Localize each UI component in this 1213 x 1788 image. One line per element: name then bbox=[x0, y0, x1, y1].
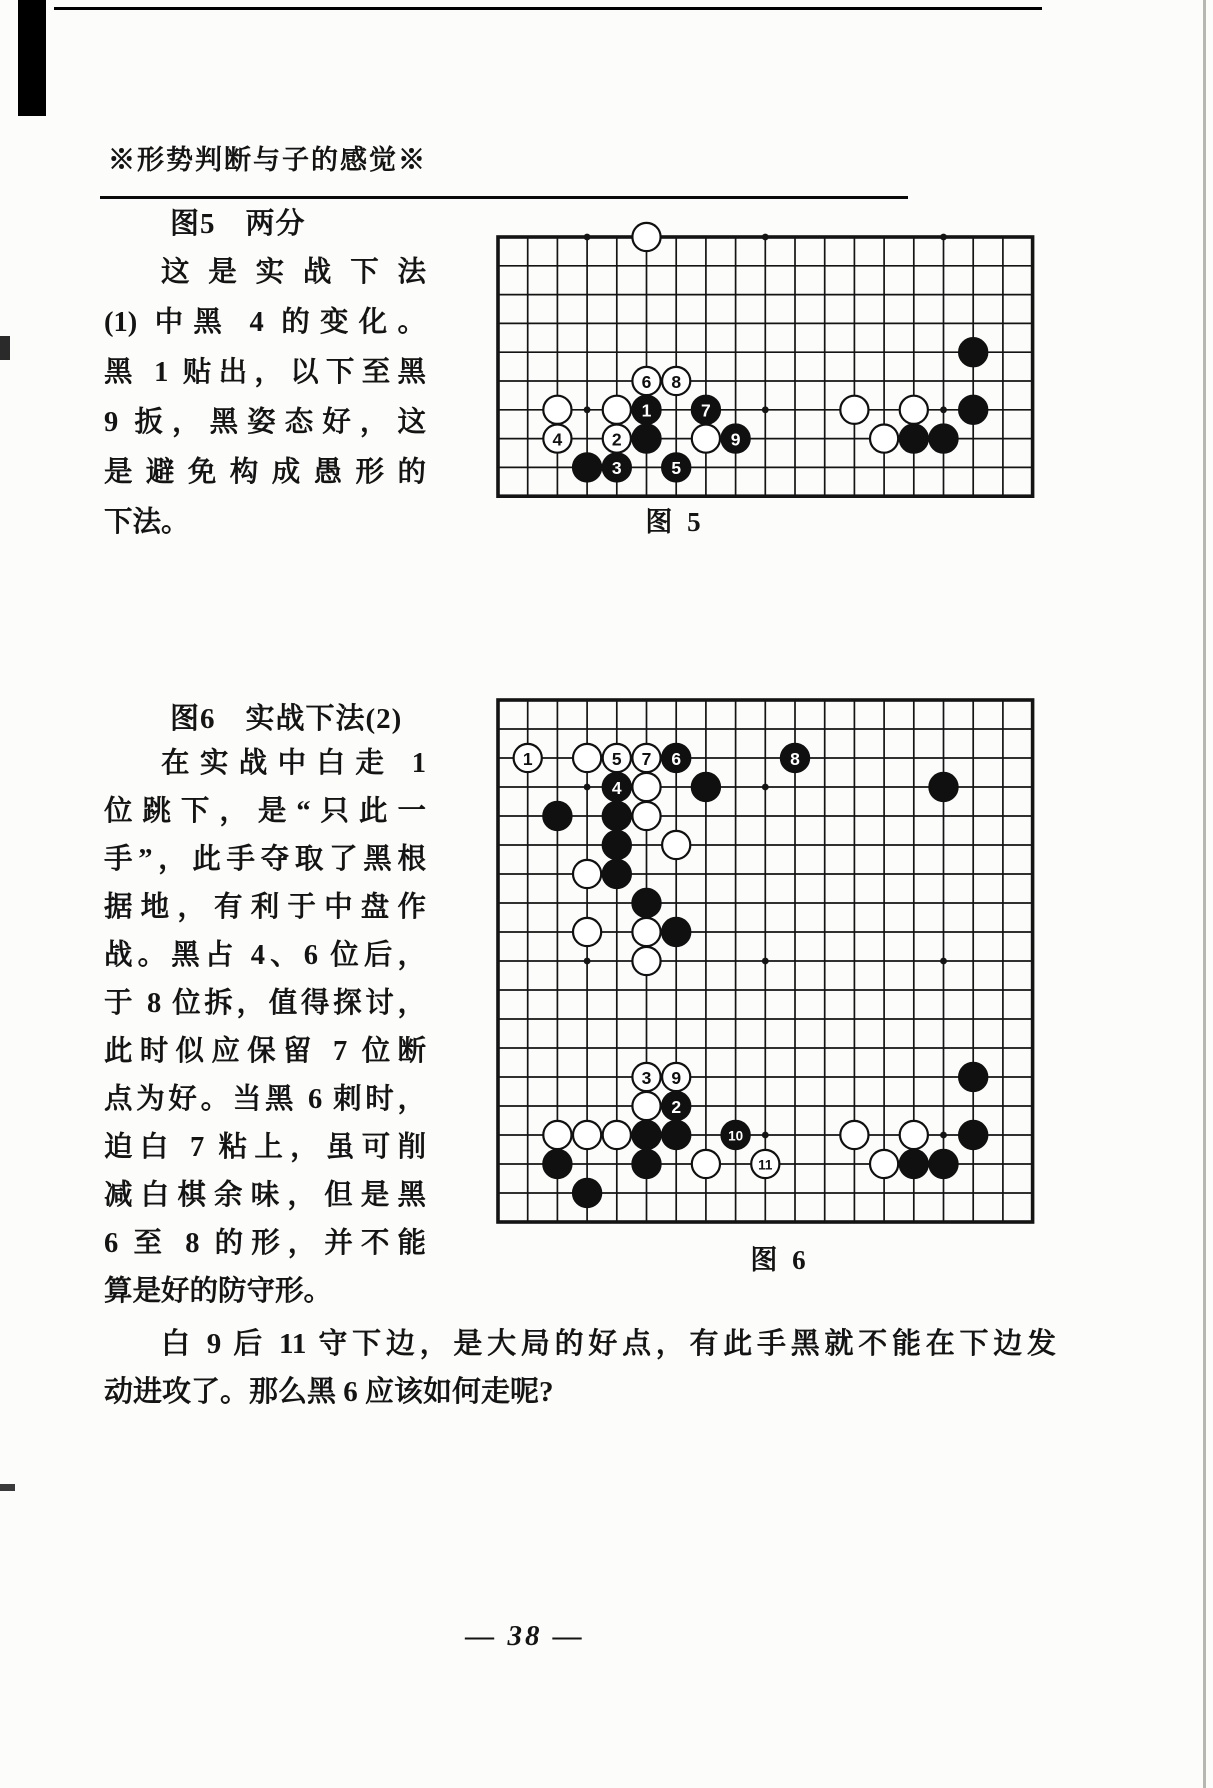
white-stone bbox=[632, 744, 660, 772]
text-line: 动进攻了。那么黑 6 应该如何走呢? bbox=[104, 1376, 554, 1408]
black-stone bbox=[603, 453, 631, 481]
white-stone bbox=[573, 744, 601, 772]
text-line: 在实战中白走 1 bbox=[161, 748, 426, 779]
go-board-figure6 bbox=[482, 684, 1049, 1243]
white-stone bbox=[573, 1121, 601, 1149]
black-stone bbox=[900, 425, 928, 453]
white-stone bbox=[692, 425, 720, 453]
white-stone bbox=[543, 396, 571, 424]
scan-artifact-left-bar bbox=[18, 0, 46, 116]
move-number: 8 bbox=[790, 748, 800, 769]
black-stone bbox=[603, 802, 631, 830]
text-line: 下法。 bbox=[104, 507, 190, 538]
white-stone bbox=[573, 860, 601, 888]
black-stone bbox=[662, 1092, 690, 1120]
white-stone bbox=[543, 425, 571, 453]
black-stone bbox=[662, 453, 690, 481]
black-stone bbox=[722, 1121, 750, 1149]
black-stone bbox=[603, 831, 631, 859]
white-stone bbox=[840, 396, 868, 424]
text-line: 据地，有利于中盘作 bbox=[104, 892, 426, 923]
figure6-caption: 图 6 bbox=[750, 1245, 810, 1275]
black-stone bbox=[543, 1150, 571, 1178]
black-stone bbox=[929, 773, 957, 801]
black-stone bbox=[662, 744, 690, 772]
move-number: 7 bbox=[701, 400, 711, 421]
go-board-figure5 bbox=[482, 221, 1049, 518]
black-stone bbox=[632, 1150, 660, 1178]
hoshi-point bbox=[584, 406, 591, 413]
hoshi-point bbox=[584, 958, 591, 965]
hoshi-point bbox=[584, 784, 591, 791]
black-stone bbox=[959, 1121, 987, 1149]
black-stone bbox=[573, 1179, 601, 1207]
move-number: 7 bbox=[641, 748, 652, 769]
black-stone bbox=[959, 338, 987, 366]
black-stone bbox=[662, 1121, 690, 1149]
white-stone bbox=[632, 802, 660, 830]
white-stone bbox=[573, 918, 601, 946]
hoshi-point bbox=[940, 234, 947, 241]
figure5-text bbox=[104, 248, 426, 548]
text-line: 算是好的防守形。 bbox=[104, 1276, 333, 1307]
scan-artifact-left-mark bbox=[0, 336, 10, 360]
black-stone bbox=[632, 425, 660, 453]
black-stone bbox=[692, 396, 720, 424]
move-number: 4 bbox=[611, 777, 622, 798]
black-stone bbox=[900, 1150, 928, 1178]
black-stone bbox=[573, 453, 601, 481]
black-stone bbox=[929, 425, 957, 453]
move-number: 1 bbox=[641, 400, 652, 421]
white-stone bbox=[632, 1063, 660, 1091]
text-line: 此时似应保留 7 位断 bbox=[104, 1036, 426, 1067]
white-stone bbox=[603, 425, 631, 453]
text-line: 手”，此手夺取了黑根 bbox=[104, 844, 426, 875]
white-stone bbox=[632, 918, 660, 946]
hoshi-point bbox=[762, 784, 769, 791]
black-stone bbox=[692, 773, 720, 801]
move-number: 11 bbox=[758, 1157, 773, 1173]
move-number: 6 bbox=[641, 371, 652, 392]
figure6-text bbox=[104, 740, 426, 1316]
white-stone bbox=[870, 425, 898, 453]
white-stone bbox=[662, 367, 690, 395]
white-stone bbox=[603, 1121, 631, 1149]
black-stone bbox=[781, 744, 809, 772]
white-stone bbox=[632, 773, 660, 801]
white-stone bbox=[840, 1121, 868, 1149]
running-header: ※形势判断与子的感觉※ bbox=[108, 145, 427, 175]
closing-paragraph bbox=[104, 1320, 1056, 1416]
move-number: 1 bbox=[522, 748, 533, 769]
hoshi-point bbox=[940, 958, 947, 965]
figure5-title: 图5 两分 bbox=[170, 208, 306, 240]
black-stone bbox=[959, 396, 987, 424]
go-board-svg bbox=[482, 684, 1049, 1238]
black-stone bbox=[632, 889, 660, 917]
black-stone bbox=[543, 802, 571, 830]
header-rule bbox=[100, 196, 908, 199]
white-stone bbox=[900, 396, 928, 424]
white-stone bbox=[900, 1121, 928, 1149]
text-line: 减白棋余味，但是黑 bbox=[104, 1180, 426, 1211]
white-stone bbox=[662, 831, 690, 859]
move-number: 3 bbox=[611, 458, 622, 479]
white-stone bbox=[514, 744, 542, 772]
figure5-caption: 图 5 bbox=[645, 507, 705, 537]
move-number: 4 bbox=[552, 429, 563, 450]
scan-artifact-left-mark bbox=[0, 1484, 15, 1491]
move-number: 2 bbox=[671, 1096, 682, 1117]
black-stone bbox=[959, 1063, 987, 1091]
move-number: 10 bbox=[728, 1128, 744, 1144]
white-stone bbox=[632, 947, 660, 975]
go-board-svg bbox=[482, 221, 1049, 513]
hoshi-point bbox=[762, 1132, 769, 1139]
scan-artifact-right-edge bbox=[1203, 0, 1206, 1788]
hoshi-point bbox=[940, 1132, 947, 1139]
white-stone bbox=[632, 1092, 660, 1120]
move-number: 8 bbox=[671, 371, 682, 392]
text-line: 于 8 位拆，值得探讨， bbox=[104, 988, 426, 1019]
figure6-title: 图6 实战下法(2) bbox=[170, 703, 403, 735]
white-stone bbox=[632, 223, 660, 251]
white-stone bbox=[632, 367, 660, 395]
text-line: 这是实战下法 bbox=[161, 257, 426, 288]
text-line: 黑 1 贴出，以下至黑 bbox=[104, 357, 426, 388]
move-number: 3 bbox=[641, 1067, 652, 1088]
black-stone bbox=[632, 1121, 660, 1149]
black-stone bbox=[603, 773, 631, 801]
black-stone bbox=[662, 918, 690, 946]
hoshi-point bbox=[762, 958, 769, 965]
text-line: 迫白 7 粘上，虽可削 bbox=[104, 1132, 426, 1163]
white-stone bbox=[870, 1150, 898, 1178]
page-number: — 38 — bbox=[465, 1620, 585, 1652]
scan-artifact-top-line bbox=[54, 7, 1042, 10]
move-number: 9 bbox=[671, 1067, 682, 1088]
move-number: 2 bbox=[611, 429, 622, 450]
black-stone bbox=[603, 860, 631, 888]
white-stone bbox=[603, 744, 631, 772]
black-stone bbox=[632, 396, 660, 424]
hoshi-point bbox=[584, 234, 591, 241]
white-stone bbox=[692, 1150, 720, 1178]
white-stone bbox=[543, 1121, 571, 1149]
text-line: 9 扳，黑姿态好，这 bbox=[104, 407, 426, 438]
text-line: 点为好。当黑 6 刺时， bbox=[104, 1084, 426, 1115]
move-number: 5 bbox=[611, 748, 622, 769]
white-stone bbox=[751, 1150, 779, 1178]
move-number: 5 bbox=[671, 458, 682, 479]
text-line: 是避免构成愚形的 bbox=[104, 457, 426, 488]
hoshi-point bbox=[762, 406, 769, 413]
text-line: 位跳下，是“只此一 bbox=[104, 796, 426, 827]
move-number: 9 bbox=[730, 429, 741, 450]
white-stone bbox=[603, 396, 631, 424]
text-line: 白 9 后 11 守下边，是大局的好点，有此手黑就不能在下边发 bbox=[161, 1328, 1056, 1360]
text-line: (1) 中黑 4 的变化。 bbox=[104, 307, 426, 338]
move-number: 6 bbox=[671, 748, 682, 769]
black-stone bbox=[929, 1150, 957, 1178]
text-line: 战。黑占 4、6 位后， bbox=[104, 940, 426, 971]
hoshi-point bbox=[940, 406, 947, 413]
white-stone bbox=[662, 1063, 690, 1091]
text-line: 6 至 8 的形，并不能 bbox=[104, 1228, 426, 1259]
hoshi-point bbox=[762, 234, 769, 241]
black-stone bbox=[722, 425, 750, 453]
